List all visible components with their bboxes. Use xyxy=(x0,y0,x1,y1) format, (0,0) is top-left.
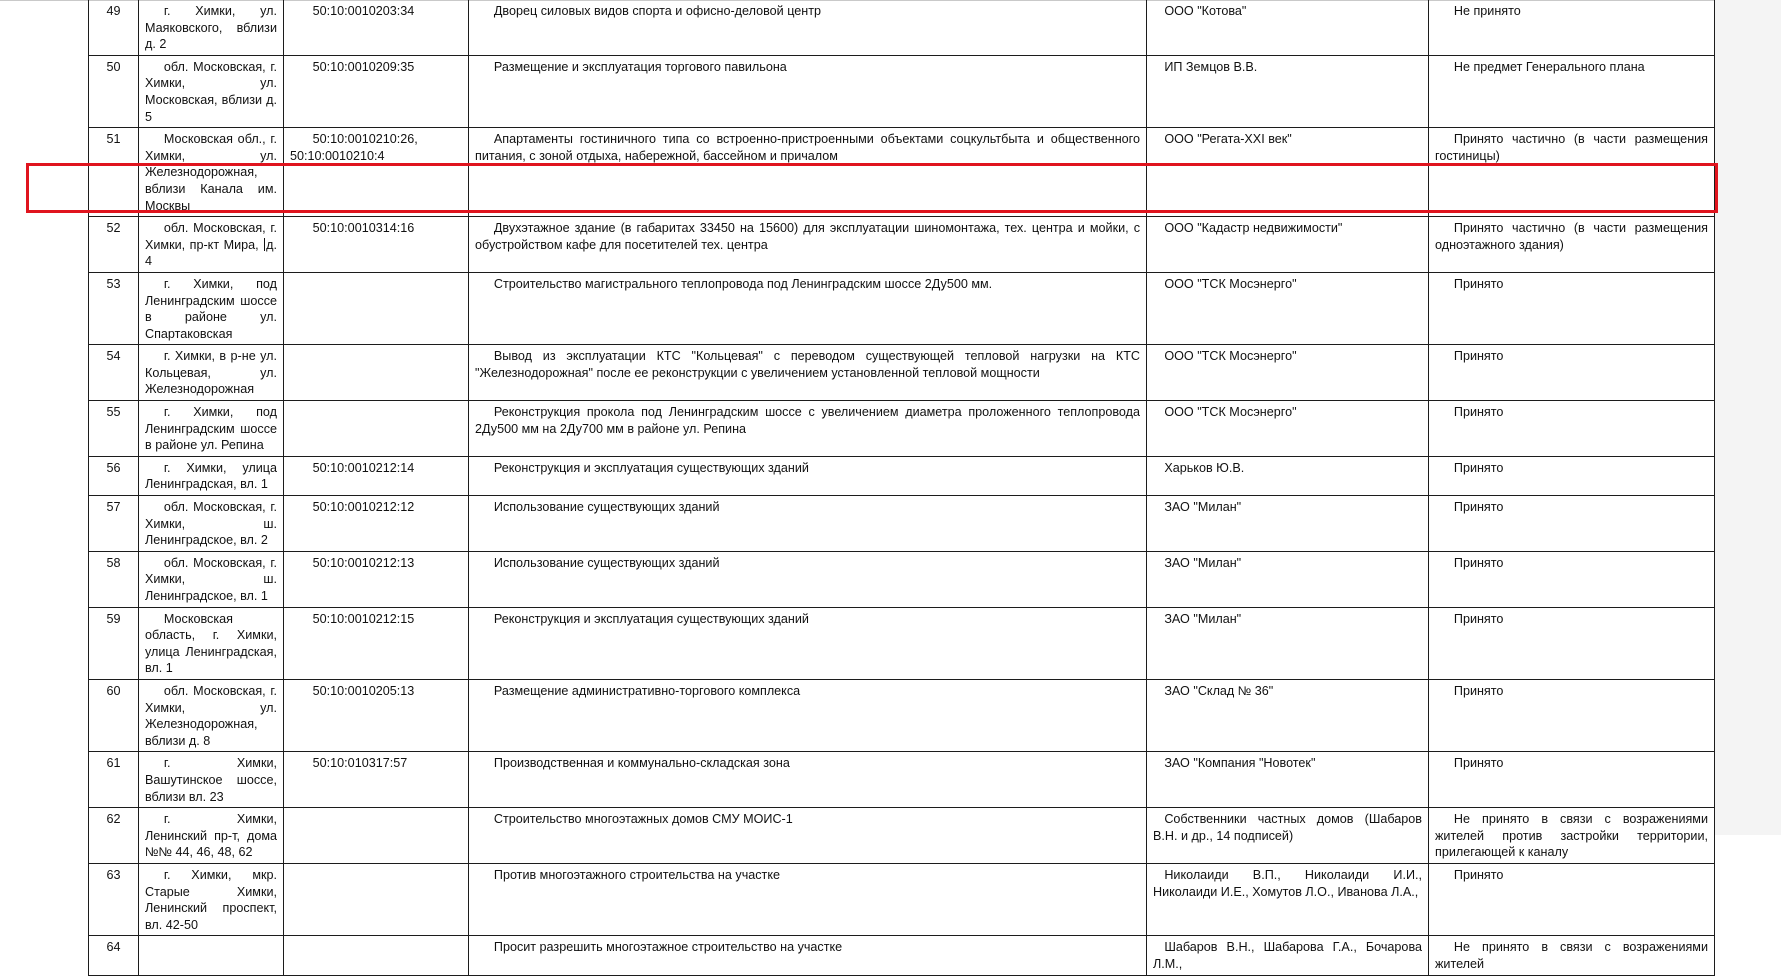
row-number: 53 xyxy=(89,272,139,344)
address-cell xyxy=(139,936,284,976)
address-cell: обл. Московская, г. Химки, ш. Ленинградское, вл. 2 xyxy=(139,496,284,552)
decision-cell: Принято xyxy=(1429,679,1715,751)
cadastral-number-cell: 50:10:0010209:35 xyxy=(284,55,469,127)
table-row xyxy=(89,752,1715,808)
decision-cell: Принято частично (в части размещения одноэтажного здания) xyxy=(1429,217,1715,273)
description-cell: Реконструкция прокола под Ленинградским шоссе с увеличением диаметра проложенного теплопровода 2Ду500 мм на 2Ду700 мм в районе ул. Репина xyxy=(469,401,1147,457)
address-cell: г. Химки, Вашутинское шоссе, вблизи вл. 23 xyxy=(139,752,284,808)
text-cursor xyxy=(264,238,265,251)
decision-cell: Принято частично (в части размещения гостиницы) xyxy=(1429,128,1715,217)
table-row xyxy=(89,345,1715,401)
applicant-cell: Шабаров В.Н., Шабарова Г.А., Бочарова Л.М., xyxy=(1147,936,1429,976)
applicant-cell: Собственники частных домов (Шабаров В.Н. и др., 14 подписей) xyxy=(1147,808,1429,864)
cadastral-number-cell xyxy=(284,808,469,864)
cadastral-number-cell: 50:10:0010210:26, 50:10:0010210:4 xyxy=(284,128,469,217)
address-cell: обл. Московская, г. Химки, пр-кт Мира, д. 4 xyxy=(139,217,284,273)
applicant-cell: Николаиди В.П., Николаиди И.И., Николаиди И.Е., Хомутов Л.О., Иванова Л.А., xyxy=(1147,863,1429,935)
description-cell: Двухэтажное здание (в габаритах 33450 на 15600) для эксплуатации шиномонтажа, тех. центра и мойки, с обустройством кафе для посетителей тех. центра xyxy=(469,217,1147,273)
applicant-cell: ЗАО "Склад № 36" xyxy=(1147,679,1429,751)
table-row xyxy=(89,128,1715,217)
applicant-cell: ИП Земцов В.В. xyxy=(1147,55,1429,127)
address-cell: г. Химки, под Ленинградским шоссе в районе ул. Спартаковская xyxy=(139,272,284,344)
row-number: 54 xyxy=(89,345,139,401)
description-cell: Реконструкция и эксплуатация существующих зданий xyxy=(469,607,1147,679)
decision-cell: Принято xyxy=(1429,752,1715,808)
address-cell: обл. Московская, г. Химки, ул. Московская, вблизи д. 5 xyxy=(139,55,284,127)
decision-cell: Принято xyxy=(1429,272,1715,344)
row-number: 55 xyxy=(89,401,139,457)
table-row xyxy=(89,401,1715,457)
row-number: 57 xyxy=(89,496,139,552)
description-cell: Использование существующих зданий xyxy=(469,496,1147,552)
decision-cell: Принято xyxy=(1429,496,1715,552)
address-cell: г. Химки, ул. Маяковского, вблизи д. 2 xyxy=(139,0,284,55)
row-number: 63 xyxy=(89,863,139,935)
decision-cell: Принято xyxy=(1429,456,1715,495)
decision-cell: Не принято в связи с возражениями жителей против застройки территории, прилегающей к каналу xyxy=(1429,808,1715,864)
applicant-cell: ЗАО "Милан" xyxy=(1147,551,1429,607)
table-row xyxy=(89,863,1715,935)
applicant-cell: ЗАО "Милан" xyxy=(1147,496,1429,552)
row-number: 60 xyxy=(89,679,139,751)
row-number: 62 xyxy=(89,808,139,864)
applicant-cell: Харьков Ю.В. xyxy=(1147,456,1429,495)
address-cell: обл. Московская, г. Химки, ул. Железнодорожная, вблизи д. 8 xyxy=(139,679,284,751)
table-body xyxy=(89,0,1715,976)
table-row xyxy=(89,679,1715,751)
decision-cell: Принято xyxy=(1429,607,1715,679)
table-row xyxy=(89,551,1715,607)
description-cell: Реконструкция и эксплуатация существующих зданий xyxy=(469,456,1147,495)
decision-cell: Не предмет Генерального плана xyxy=(1429,55,1715,127)
table-row xyxy=(89,936,1715,976)
applicant-cell: ООО "ТСК Мосэнерго" xyxy=(1147,401,1429,457)
decision-cell: Не принято xyxy=(1429,0,1715,55)
row-number: 56 xyxy=(89,456,139,495)
row-number: 51 xyxy=(89,128,139,217)
table-row xyxy=(89,607,1715,679)
decision-cell: Принято xyxy=(1429,345,1715,401)
table-row xyxy=(89,456,1715,495)
table-row xyxy=(89,217,1715,273)
address-cell: г. Химки, улица Ленинградская, вл. 1 xyxy=(139,456,284,495)
row-number: 59 xyxy=(89,607,139,679)
description-cell: Строительство многоэтажных домов СМУ МОИС-1 xyxy=(469,808,1147,864)
applicant-cell: ООО "ТСК Мосэнерго" xyxy=(1147,345,1429,401)
table-row xyxy=(89,55,1715,127)
description-cell: Апартаменты гостиничного типа со встроенно-пристроенными объектами соцкультбыта и общественного питания, с зоной отдыха, набережной, бассейном и причалом xyxy=(469,128,1147,217)
proposals-table xyxy=(88,0,1715,976)
description-cell: Дворец силовых видов спорта и офисно-деловой центр xyxy=(469,0,1147,55)
row-number: 61 xyxy=(89,752,139,808)
cadastral-number-cell: 50:10:0010314:16 xyxy=(284,217,469,273)
cadastral-number-cell: 50:10:0010205:13 xyxy=(284,679,469,751)
description-cell: Просит разрешить многоэтажное строительство на участке xyxy=(469,936,1147,976)
address-cell: Московская область, г. Химки, улица Ленинградская, вл. 1 xyxy=(139,607,284,679)
row-number: 49 xyxy=(89,0,139,55)
applicant-cell: ООО "Регата-XXI век" xyxy=(1147,128,1429,217)
row-number: 58 xyxy=(89,551,139,607)
table-row xyxy=(89,808,1715,864)
description-cell: Вывод из эксплуатации КТС "Кольцевая" с переводом существующей тепловой нагрузки на КТС "Железнодорожная" после ее реконструкции с увеличением установленной тепловой мощности xyxy=(469,345,1147,401)
description-cell: Против многоэтажного строительства на участке xyxy=(469,863,1147,935)
address-cell: Московская обл., г. Химки, ул. Железнодорожная, вблизи Канала им. Москвы xyxy=(139,128,284,217)
address-cell: г. Химки, в р-не ул. Кольцевая, ул. Железнодорожная xyxy=(139,345,284,401)
cadastral-number-cell xyxy=(284,936,469,976)
address-cell: г. Химки, мкр. Старые Химки, Ленинский проспект, вл. 42-50 xyxy=(139,863,284,935)
address-cell: г. Химки, Ленинский пр-т, дома №№ 44, 46, 48, 62 xyxy=(139,808,284,864)
decision-cell: Принято xyxy=(1429,401,1715,457)
address-cell: обл. Московская, г. Химки, ш. Ленинградское, вл. 1 xyxy=(139,551,284,607)
row-number: 64 xyxy=(89,936,139,976)
applicant-cell: ООО "Кадастр недвижимости" xyxy=(1147,217,1429,273)
cadastral-number-cell: 50:10:0010212:14 xyxy=(284,456,469,495)
row-number: 52 xyxy=(89,217,139,273)
description-cell: Производственная и коммунально-складская зона xyxy=(469,752,1147,808)
table-row xyxy=(89,0,1715,55)
cadastral-number-cell xyxy=(284,345,469,401)
cadastral-number-cell xyxy=(284,272,469,344)
address-cell: г. Химки, под Ленинградским шоссе в районе ул. Репина xyxy=(139,401,284,457)
applicant-cell: ЗАО "Милан" xyxy=(1147,607,1429,679)
applicant-cell: ООО "Котова" xyxy=(1147,0,1429,55)
description-cell: Использование существующих зданий xyxy=(469,551,1147,607)
description-cell: Размещение и эксплуатация торгового павильона xyxy=(469,55,1147,127)
decision-cell: Не принято в связи с возражениями жителей xyxy=(1429,936,1715,976)
decision-cell: Принято xyxy=(1429,551,1715,607)
cadastral-number-cell: 50:10:0010203:34 xyxy=(284,0,469,55)
cadastral-number-cell xyxy=(284,863,469,935)
row-number: 50 xyxy=(89,55,139,127)
page-right-margin xyxy=(1714,0,1781,835)
table-row xyxy=(89,496,1715,552)
cadastral-number-cell xyxy=(284,401,469,457)
applicant-cell: ООО "ТСК Мосэнерго" xyxy=(1147,272,1429,344)
cadastral-number-cell: 50:10:0010212:12 xyxy=(284,496,469,552)
decision-cell: Принято xyxy=(1429,863,1715,935)
cadastral-number-cell: 50:10:010317:57 xyxy=(284,752,469,808)
table-row xyxy=(89,272,1715,344)
description-cell: Строительство магистрального теплопровода под Ленинградским шоссе 2Ду500 мм. xyxy=(469,272,1147,344)
cadastral-number-cell: 50:10:0010212:15 xyxy=(284,607,469,679)
cadastral-number-cell: 50:10:0010212:13 xyxy=(284,551,469,607)
applicant-cell: ЗАО "Компания "Новотек" xyxy=(1147,752,1429,808)
description-cell: Размещение административно-торгового комплекса xyxy=(469,679,1147,751)
